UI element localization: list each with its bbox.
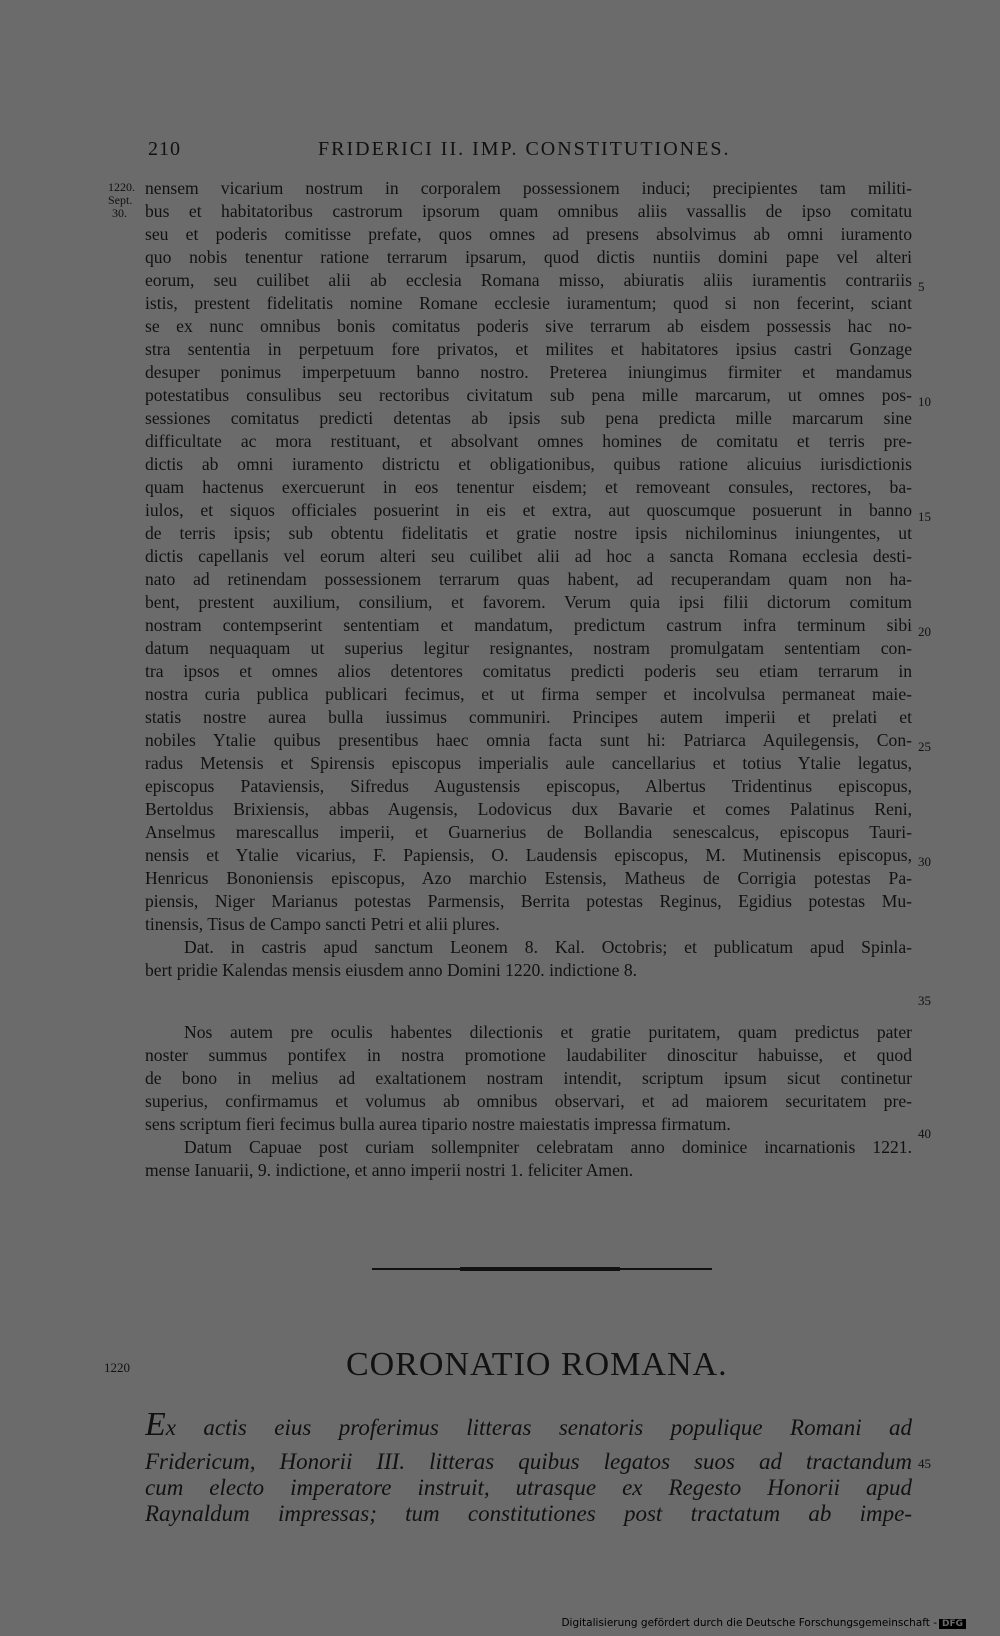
text-line: sens scriptum fieri fecimus bulla aurea tipario nostre maiestatis impressa firmatum. bbox=[145, 1114, 731, 1134]
intro-line bbox=[145, 1412, 912, 1441]
text-line: quam hactenus exercuerunt in eos tenentur eisdem; et removeant consules, rectores, ba- bbox=[145, 477, 912, 497]
intro-line: cum electo imperatore instruit, utrasque ex Regesto Honorii apud bbox=[145, 1475, 912, 1500]
line-number: 20 bbox=[918, 624, 931, 639]
text-line: mense Ianuarii, 9. indictione, et anno imperii nostri 1. feliciter Amen. bbox=[145, 1160, 634, 1180]
text-line: datum nequaquam ut superius legitur resignantes, nostram promulgatam sententiam con- bbox=[145, 638, 912, 658]
text-line: nobiles Ytalie quibus presentibus haec omnia facta sunt hi: Patriarca Aquilegensis, Con- bbox=[145, 730, 912, 750]
section-title: CORONATIO ROMANA. bbox=[346, 1346, 728, 1383]
text-line: iulos, et siquos officiales posuerint in eis et extra, aut quoscumque posuerunt in banno bbox=[145, 500, 912, 520]
text-line: nostra curia publica publicari fecimus, et ut firma semper et incolvulsa permaneat maie- bbox=[145, 684, 912, 704]
text-line: seu et poderis comitisse prefate, quos omnes ad presens absolvimus ab omni iuramento bbox=[145, 224, 912, 244]
margin-date-year: 1220. bbox=[108, 180, 135, 194]
line-number: 30 bbox=[918, 854, 931, 869]
line-number: 25 bbox=[918, 739, 931, 754]
section-year: 1220 bbox=[104, 1360, 130, 1375]
line-number: 45 bbox=[918, 1456, 931, 1471]
text-line: quo nobis tenentur ratione terrarum ipsarum, quod dictis nuntiis domini pape vel alteri bbox=[145, 247, 912, 267]
dfg-logo: DFG bbox=[939, 1619, 966, 1629]
margin-date-day: 30. bbox=[112, 206, 127, 220]
text-line: desuper ponimus imperpetuum banno nostro. Preterea iniungimus firmiter et mandamus bbox=[145, 362, 912, 382]
text-line: Dat. in castris apud sanctum Leonem 8. Kal. Octobris; et publicatum apud Spinla- bbox=[184, 937, 912, 957]
text-line: de bono in melius ad exaltationem nostram intendit, scriptum ipsum sicut continetur bbox=[145, 1068, 912, 1088]
text-line: tinensis, Tisus de Campo sancti Petri et alii plures. bbox=[145, 914, 500, 934]
intro-line-text: x actis eius proferimus litteras senatoris populique Romani ad bbox=[165, 1415, 912, 1440]
running-title: FRIDERICI II. IMP. CONSTITUTIONES. bbox=[318, 138, 731, 160]
text-line: tra ipsos et omnes alios detentores comitatus predicti poderis seu etiam terrarum in bbox=[145, 661, 912, 681]
text-line: sessiones comitatus predicti detentas ab ipsis sub pena predicta mille marcarum sine bbox=[145, 408, 912, 428]
text-line: potestatibus consulibus seu rectoribus civitatum sub pena mille marcarum, ut omnes pos- bbox=[145, 385, 912, 405]
text-line: statis nostre aurea bulla iussimus communiri. Principes autem imperii et prelati et bbox=[145, 707, 912, 727]
drop-cap: E bbox=[145, 1412, 166, 1441]
text-line: difficultate ac mora restituant, et absolvant omnes homines de comitatu et terris pre- bbox=[145, 431, 912, 451]
text-line: bert pridie Kalendas mensis eiusdem anno Domini 1220. indictione 8. bbox=[145, 960, 638, 980]
line-number: 5 bbox=[918, 279, 925, 294]
footer-text: Digitalisierung gefördert durch die Deutsche Forschungsgemeinschaft - bbox=[561, 1617, 937, 1629]
text-line: bent, prestent auxilium, consilium, et favorem. Verum quia ipsi filii dictorum comitum bbox=[145, 592, 912, 612]
margin-date-month: Sept. bbox=[108, 193, 133, 207]
text-line: noster summus pontifex in nostra promotione laudabiliter dinoscitur habuisse, et quod bbox=[145, 1045, 912, 1065]
text-line: Nos autem pre oculis habentes dilectionis et gratie puritatem, quam predictus pater bbox=[184, 1022, 912, 1042]
text-line: superius, confirmamus et volumus ab omnibus observari, et ad maiorem securitatem pre- bbox=[145, 1091, 912, 1111]
line-number: 35 bbox=[918, 993, 931, 1008]
text-line: bus et habitatoribus castrorum ipsorum quam omnibus aliis vassallis de ipso comitatu bbox=[145, 201, 912, 221]
text-line: Anselmus marescallus imperii, et Guarnerius de Bollandia senescalcus, episcopus Tauri- bbox=[145, 822, 912, 842]
text-line: piensis, Niger Marianus potestas Parmensis, Berrita potestas Reginus, Egidius potestas Mu- bbox=[145, 891, 912, 911]
line-number: 15 bbox=[918, 509, 931, 524]
text-line: Henricus Bononiensis episcopus, Azo marchio Estensis, Matheus de Corrigia potestas Pa- bbox=[145, 868, 912, 888]
intro-line: Fridericum, Honorii III. litteras quibus legatos suos ad tractandum bbox=[145, 1449, 912, 1474]
text-line: dictis ab omni iuramento districtu et obligationibus, quibus ratione alicuius iurisdictionis bbox=[145, 454, 912, 474]
intro-line: Raynaldum impressas; tum constitutiones post tractatum ab impe- bbox=[145, 1501, 912, 1526]
text-line: nato ad retinendam possessionem terrarum quas habent, ad recuperandam quam non ha- bbox=[145, 569, 912, 589]
text-line: se ex nunc omnibus bonis comitatus poderis sive terrarum ab eisdem possessis hac no- bbox=[145, 316, 912, 336]
text-line: nostram contempserint sententiam et mandatum, predictum castrum infra terminum sibi bbox=[145, 615, 912, 635]
line-number: 10 bbox=[918, 394, 931, 409]
text-line: episcopus Pataviensis, Sifredus Augustensis episcopus, Albertus Tridentinus episcopus, bbox=[145, 776, 912, 796]
section-divider-center bbox=[460, 1267, 620, 1271]
text-line: eorum, seu cuilibet alii ab ecclesia Romana misso, abiuratis aliis iuramentis contrariis bbox=[145, 270, 912, 290]
text-line: Bertoldus Brixiensis, abbas Augensis, Lodovicus dux Bavarie et comes Palatinus Reni, bbox=[145, 799, 912, 819]
text-line: stra sententia in perpetuum fore privatos, et milites et habitatores ipsius castri Gonzage bbox=[145, 339, 912, 359]
page-number: 210 bbox=[148, 138, 181, 160]
text-line: Datum Capuae post curiam sollempniter celebratam anno dominice incarnationis 1221. bbox=[184, 1137, 912, 1157]
line-number: 40 bbox=[918, 1126, 931, 1141]
footer-credit bbox=[561, 1617, 966, 1629]
text-line: nensem vicarium nostrum in corporalem possessionem induci; precipientes tam militi- bbox=[145, 178, 912, 198]
text-line: dictis capellanis vel eorum alteri seu cuilibet alii ad hoc a sancta Romana ecclesia desti- bbox=[145, 546, 912, 566]
text-line: radus Metensis et Spirensis episcopus imperialis aule cancellarius et totius Ytalie legatus, bbox=[145, 753, 912, 773]
text-line: istis, prestent fidelitatis nomine Romane ecclesie iuramentum; quod si non fecerint, sciant bbox=[145, 293, 912, 313]
text-line: nensis et Ytalie vicarius, F. Papiensis, O. Laudensis episcopus, M. Mutinensis episcopus, bbox=[145, 845, 912, 865]
text-line: de terris ipsis; sub obtentu fidelitatis et gratie nostre ipsis nichilominus iniungentes, ut bbox=[145, 523, 912, 543]
